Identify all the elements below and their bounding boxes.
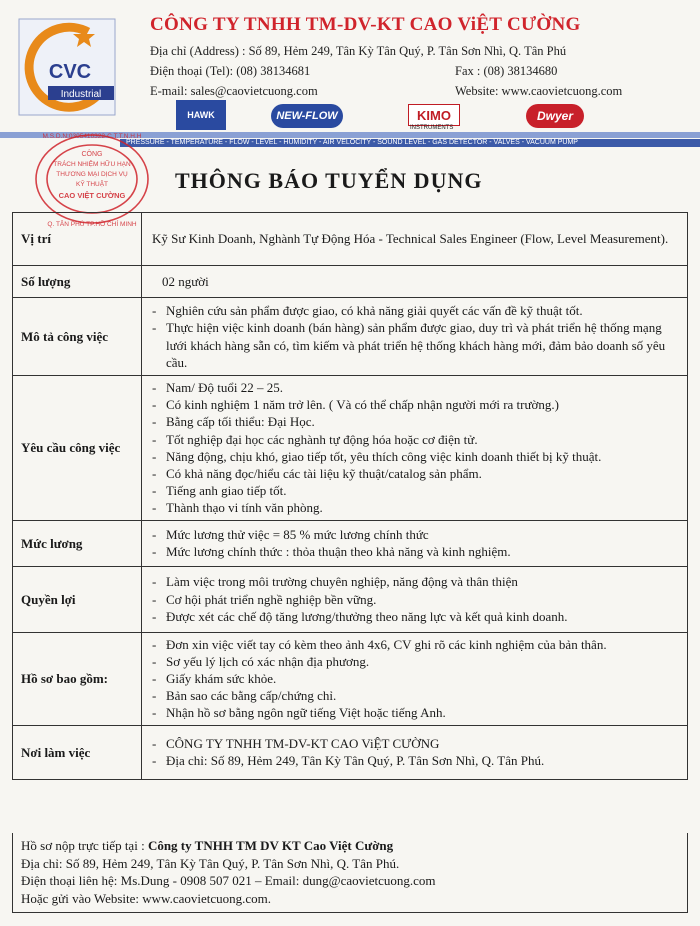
list-item: - Giấy khám sức khỏe. (152, 670, 681, 687)
stamp-bottom-text: Q. TÂN PHÚ TP.HỒ CHÍ MINH (47, 221, 137, 228)
footer-submit-line: Hồ sơ nộp trực tiếp tại : Công ty TNHH TM DV KT Cao Việt Cường (21, 838, 394, 853)
label-workplace: Nơi làm việc (13, 725, 142, 779)
page-title: THÔNG BÁO TUYỂN DỤNG (175, 168, 483, 193)
brand-kimo-logo: KIMO (408, 104, 460, 126)
list-item: - Mức lương thử việc = 85 % mức lương chính thức (152, 526, 681, 543)
stamp-line2: TRÁCH NHIỆM HỮU HẠN (53, 161, 131, 168)
stamp-line5: CAO VIỆT CƯỜNG (58, 191, 126, 200)
footer-contact: Điện thoại liên hệ: Ms.Dung - 0908 507 021 – Email: dung@caovietcuong.com (21, 873, 436, 889)
list-item: - Nam/ Độ tuổi 22 – 25. (152, 379, 681, 396)
product-band: PRESSURE - TEMPERATURE - FLOW - LEVEL - HUMIDITY - AIR VELOCITY - SOUND LEVEL - GAS DETECTOR - VALVES - VACUUM PUMP (120, 139, 700, 147)
value-workplace (142, 725, 688, 779)
footer-address: Địa chỉ: Số 89, Hẻm 249, Tân Kỳ Tân Quý, P. Tân Sơn Nhì, Q. Tân Phú. (21, 855, 400, 871)
company-name: CÔNG TY TNHH TM-DV-KT CAO ViỆT CƯỜNG (150, 14, 581, 35)
company-fax: Fax : (08) 38134680 (455, 64, 558, 78)
list-item: - Địa chỉ: Số 89, Hẻm 249, Tân Kỳ Tân Quý, P. Tân Sơn Nhì, Q. Tân Phú. (152, 752, 681, 769)
label-salary: Mức lương (13, 520, 142, 566)
label-job-description: Mô tả công việc (13, 298, 142, 376)
list-item: - Bằng cấp tối thiểu: Đại Học. (152, 413, 681, 430)
value-salary (142, 520, 688, 566)
list-item: - Cơ hội phát triển nghề nghiệp bền vững. (152, 591, 681, 608)
value-text: Kỹ Sư Kinh Doanh, Nghành Tự Động Hóa - Technical Sales Engineer (Flow, Level Measurement). (152, 231, 669, 247)
list-item: - CÔNG TY TNHH TM-DV-KT CAO ViỆT CƯỜNG (152, 735, 681, 752)
kimo-sub: INSTRUMENTS (410, 125, 454, 131)
value-text: 02 người (162, 273, 209, 289)
list-item: - Năng động, chịu khó, giao tiếp tốt, yêu thích công việc kinh doanh thiết bị kỹ thuật. (152, 448, 681, 465)
logo-sub: Industrial (60, 89, 102, 100)
list-item: - Tốt nghiệp đại học các nghành tự động hóa hoặc cơ điện tử. (152, 431, 681, 448)
footer-company: Công ty TNHH TM DV KT Cao Việt Cường (147, 838, 394, 853)
value-requirements (142, 376, 688, 521)
row-position (13, 213, 688, 266)
value-quantity (142, 266, 688, 298)
label-documents: Hồ sơ bao gồm: (13, 632, 142, 725)
row-requirements (13, 376, 688, 521)
list-item: - Có khả năng đọc/hiểu các tài liệu kỹ thuật/catalog sản phẩm. (152, 465, 681, 482)
value-position (142, 213, 688, 266)
row-job-description (13, 298, 688, 376)
value-job-description (142, 298, 688, 376)
company-address: Địa chỉ (Address) : Số 89, Hẻm 249, Tân Kỳ Tân Quý, P. Tân Sơn Nhì, Q. Tân Phú (150, 44, 567, 58)
list-item: - Làm việc trong môi trường chuyên nghiệp, năng động và thân thiện (152, 573, 681, 590)
stamp-line3: THƯƠNG MẠI DỊCH VỤ (56, 171, 128, 178)
row-salary (13, 520, 688, 566)
brand-dwyer-logo: Dwyer (526, 104, 584, 128)
list-item: - Được xét các chế độ tăng lương/thưởng theo năng lực và kết quả kinh doanh. (152, 608, 681, 625)
row-documents (13, 632, 688, 725)
row-workplace (13, 725, 688, 779)
list-item: - Mức lương chính thức : thỏa thuận theo khả năng và kinh nghiệm. (152, 543, 681, 560)
company-email: E-mail: sales@caovietcuong.com (150, 84, 318, 98)
list-item: - Thực hiện việc kinh doanh (bán hàng) sản phẩm được giao, duy trì và phát triển hệ thống mạng lưới khách hàng sẵn có, tìm kiếm và phát triển hệ thống khách hàng mới, đảm bảo doanh số yêu cầu. (152, 319, 681, 371)
company-phone: Điện thoại (Tel): (08) 38134681 (150, 64, 311, 78)
label-requirements: Yêu cầu công việc (13, 376, 142, 521)
value-documents (142, 632, 688, 725)
logo-text: CVC (48, 61, 92, 83)
list-item: - Sơ yếu lý lịch có xác nhận địa phương. (152, 653, 681, 670)
application-footer (12, 833, 688, 913)
company-website: Website: www.caovietcuong.com (455, 84, 623, 98)
label-position: Vị trí (13, 213, 142, 266)
stamp-line4: KỸ THUẬT (75, 181, 109, 188)
list-item: - Thành thạo vi tính văn phòng. (152, 499, 681, 516)
row-benefits (13, 566, 688, 632)
list-item: - Có kinh nghiệm 1 năm trở lên. ( Và có thể chấp nhận người mới ra trường.) (152, 396, 681, 413)
stamp-outer-text: M.S.D.N:0305416322-C.T.T.N.H.H (42, 133, 142, 140)
recruitment-table (12, 212, 688, 780)
list-item: - Bản sao các bằng cấp/chứng chỉ. (152, 687, 681, 704)
list-item: - Đơn xin việc viết tay có kèm theo ảnh 4x6, CV ghi rõ các kinh nghiệm của bản thân. (152, 636, 681, 653)
brand-hawk-logo: HAWK (176, 100, 226, 130)
brand-newflow-logo: NEW-FLOW (271, 104, 343, 128)
list-item: - Tiếng anh giao tiếp tốt. (152, 482, 681, 499)
row-quantity (13, 266, 688, 298)
stamp-line1: CÔNG (81, 151, 103, 158)
list-item: - Nghiên cứu sản phẩm được giao, có khả năng giải quyết các vấn đề kỹ thuật tốt. (152, 302, 681, 319)
label-benefits: Quyền lợi (13, 566, 142, 632)
footer-website: Hoặc gửi vào Website: www.caovietcuong.com. (21, 890, 272, 906)
cvc-logo (18, 18, 116, 116)
list-item: - Nhận hồ sơ bằng ngôn ngữ tiếng Việt hoặc tiếng Anh. (152, 704, 681, 721)
value-benefits (142, 566, 688, 632)
label-quantity: Số lượng (13, 266, 142, 298)
